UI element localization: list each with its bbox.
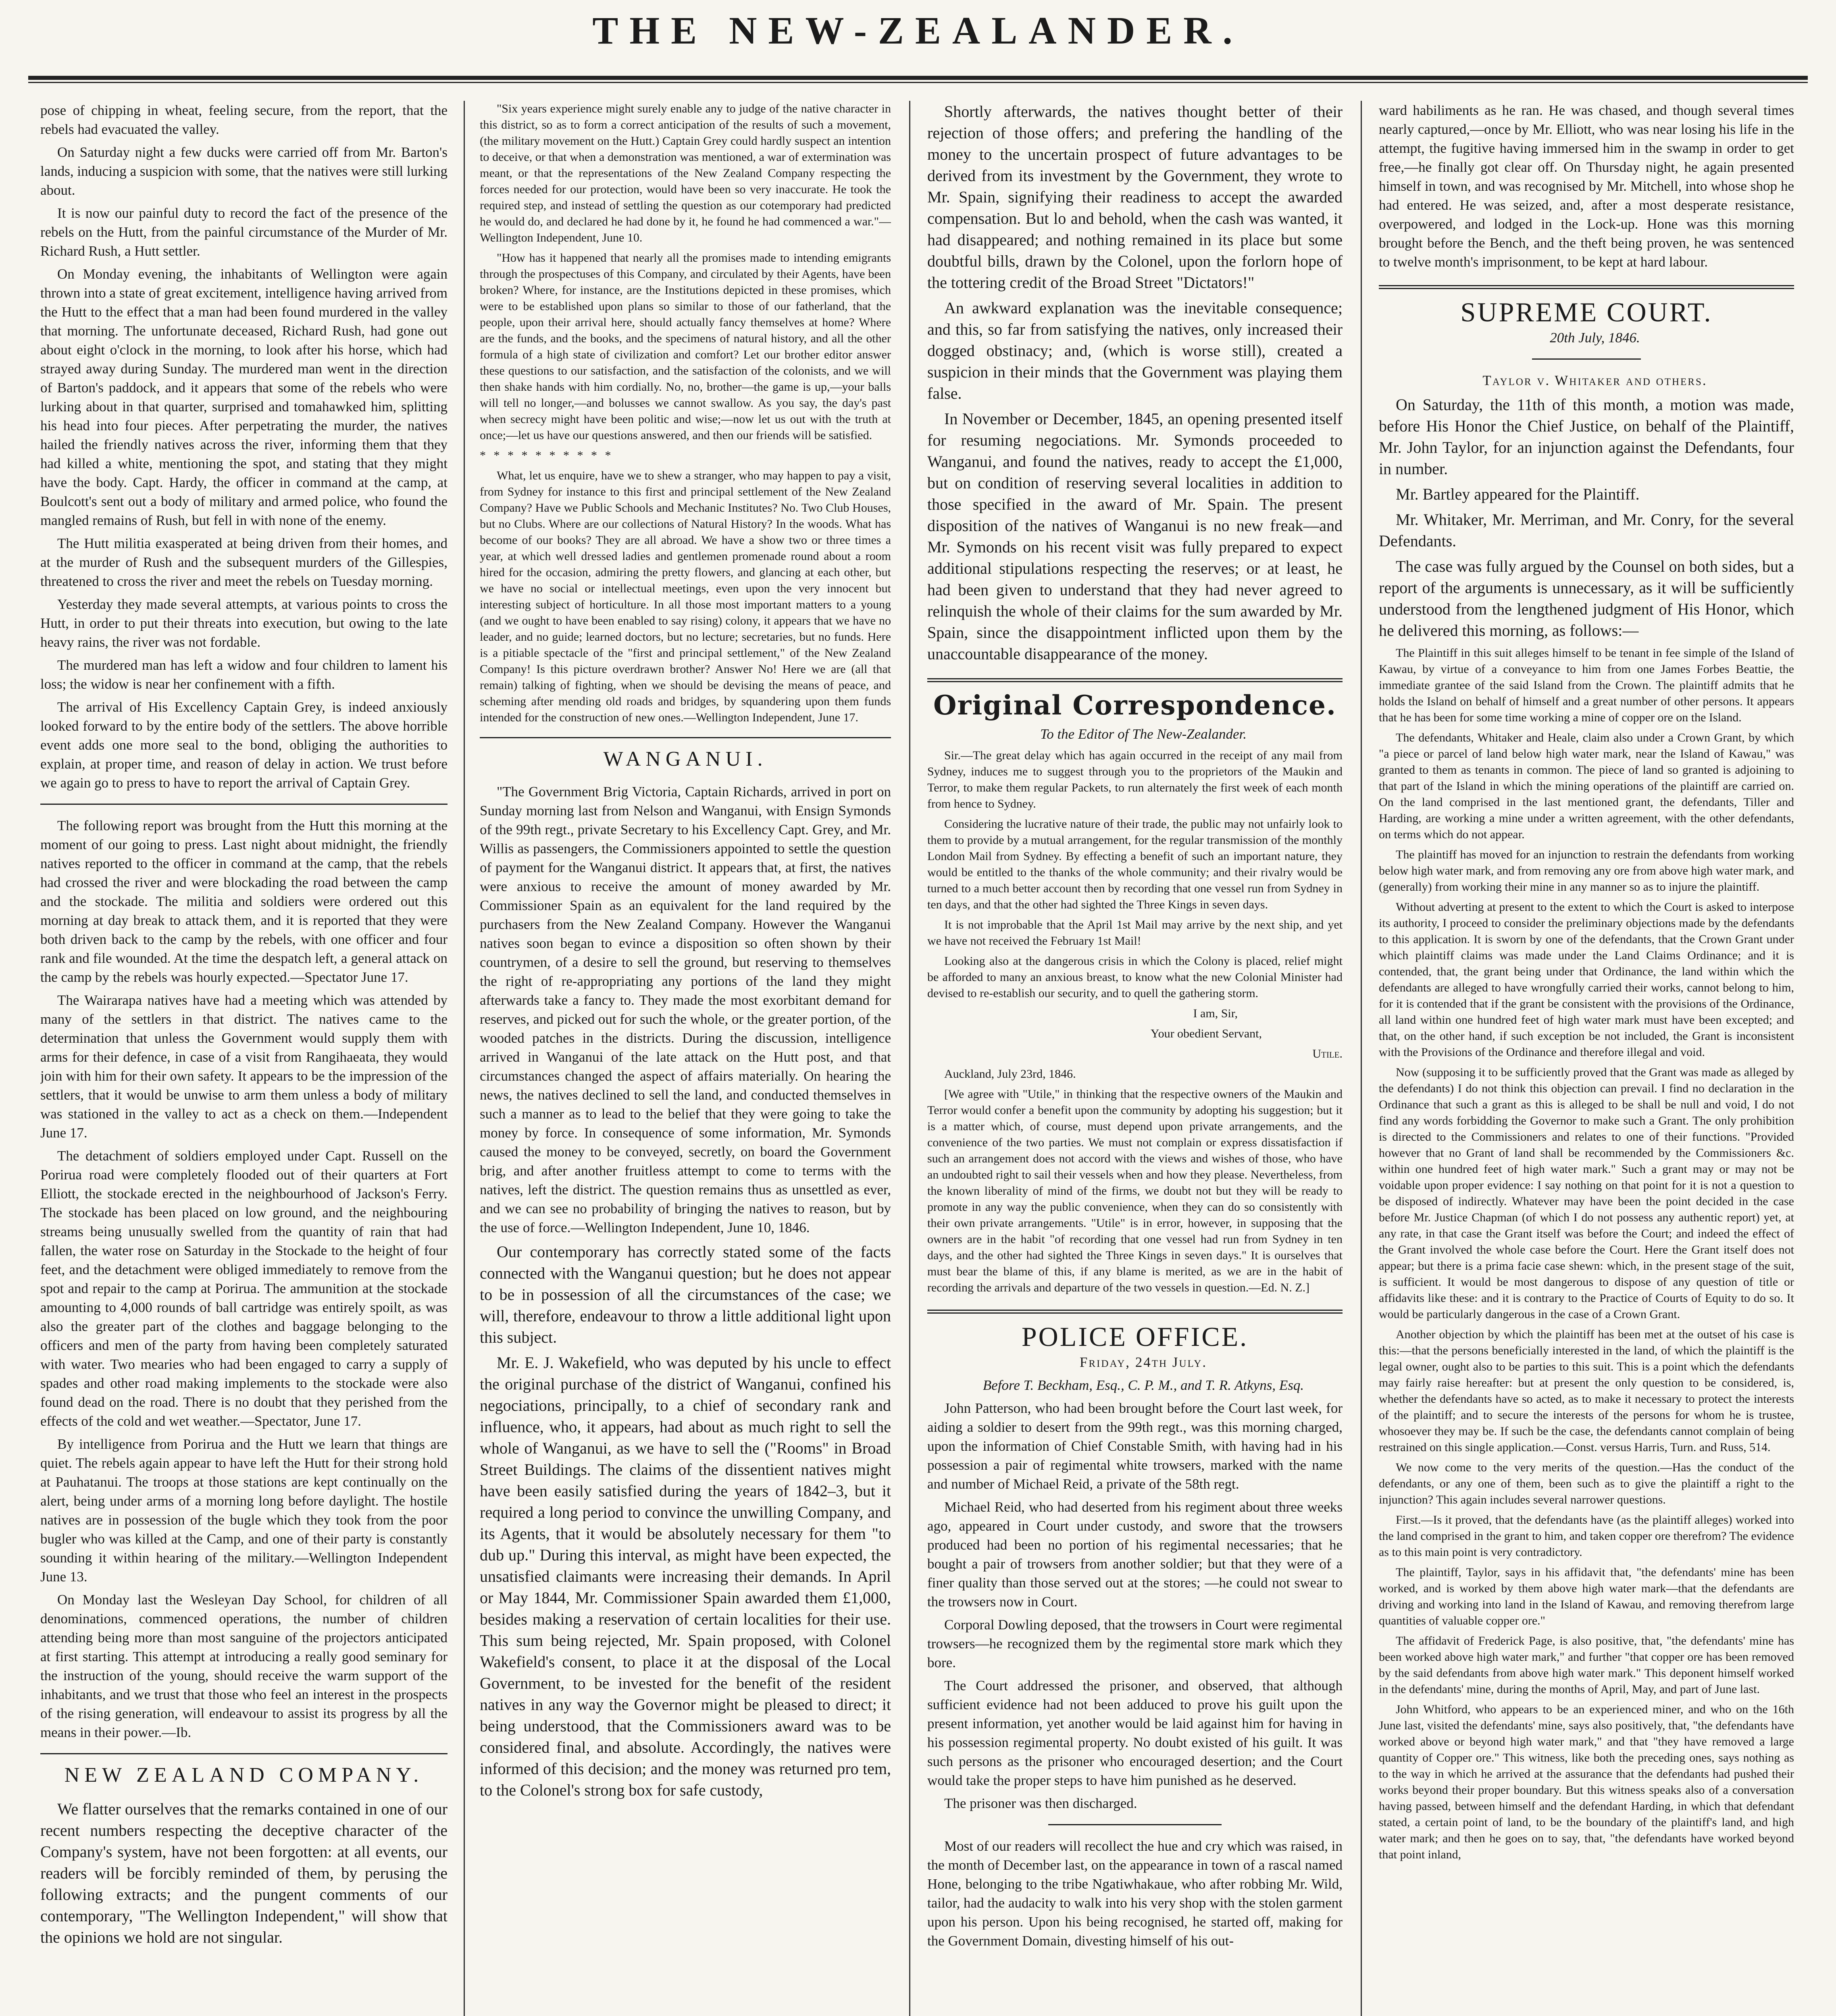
article-paragraph: The prisoner was then discharged. (944, 1795, 1137, 1811)
judgment-paragraph: The Plaintiff in this suit alleges himself to be tenant in fee simple of the Island of Kawau, by virtue of a conveyance to him from one James Forbes Beattie, the immediate grantee of the said Island from the Crown. The plaintiff admits that he holds the Island on behalf of himself and a great number of other persons. It appears that he has been for some time working a mine of copper ore on the Island. (1379, 646, 1794, 724)
article-paragraph: The Hutt militia exasperated at being driven from their homes, and at the murder of Rush and the subsequent murders of the Gillespies, threatened to cross the river and meet the rebels on Tuesday morning. (40, 535, 448, 589)
article-paragraph: It is now our painful duty to record the fact of the presence of the rebels on the Hutt, from the painful circumstance of the Murder of Mr. Richard Rush, a Hutt settler. (40, 205, 448, 259)
article-paragraph: The following report was brought from the Hutt this morning at the moment of our going to press. Last night about midnight, the friendly natives reported to the officer in command at the camp, that the rebels had crossed the river and were blockading the road between the camp and the stockade. The militia and soldiers were ordered out this morning at day break to attack them, and it is reported that they were both driven back to the camp by the rebels, with one officer and four rank and file wounded. At the time the despatch left, a general attack on the camp by the rebels was hourly expected.—Spectator June 17. (40, 818, 448, 985)
section-rule (1048, 1824, 1222, 1825)
article-paragraph: Yesterday they made several attempts, at various points to cross the Hutt, in order to put their threats into execution, but owing to the late heavy rains, the river was not fordable. (40, 596, 448, 650)
article-paragraph: The detachment of soldiers employed under Capt. Russell on the Porirua road were completely flooded out of their quarters at Fort Elliott, the stockade erected in the neighbourhood of Jackson's Ferry. The stockade has been placed on low ground, and the neighbouring streams being unusually swelled from the quantity of rain that had fallen, the water rose on Saturday in the Stockade to the height of four feet, and the detachment were obliged immediately to remove from the spot and repair to the camp at Porirua. The ammunition at the stockade amounting to 4,000 rounds of ball cartridge was entirely spoilt, as was also the greater part of the clothes and baggage belonging to the officers and men of the party from having been completely saturated with water. Two mearies who had been engaged to carry a supply of spades and other road making implements to the stockade were also found dead on the road. There is no doubt that they perished from the effects of the cold and wet weather.—Spectator, June 17. (40, 1148, 448, 1429)
article-paragraph: On Saturday night a few ducks were carried off from Mr. Barton's lands, inducing a suspicion with some, that the natives were still lurking about. (40, 144, 448, 198)
letter-date: Auckland, July 23rd, 1846. (944, 1067, 1076, 1081)
section-heading: NEW ZEALAND COMPANY. (64, 1764, 424, 1787)
judgment-paragraph: The plaintiff has moved for an injunction to restrain the defendants from working below high water mark, and from removing any ore from above high water mark, and (generally) from working their mine in any manner so as to injure the plaintiff. (1379, 848, 1794, 893)
signature-name: Utile. (1312, 1047, 1343, 1060)
article-paragraph: The Court addressed the prisoner, and observed, that although sufficient evidence had not been adduced to prove his guilt upon the present information, yet another would be laid against him for having in his possession regimental property. No doubt existed of his guilt. It was such persons as the prisoner who encouraged desertion; and the Court would take the proper steps to have him punished as he deserved. (927, 1678, 1343, 1788)
judgment-paragraph: First.—Is it proved, that the defendants have (as the plaintiff alleges) worked into the land comprised in the grant to him, and taken copper ore therefrom? The evidence as to this main point is very contradictory. (1379, 1513, 1794, 1559)
article-paragraph: pose of chipping in wheat, feeling secure, from the report, that the rebels had evacuated the valley. (40, 102, 448, 137)
magistrates-line: Before T. Beckham, Esq., C. P. M., and T. R. Atkyns, Esq. (983, 1377, 1304, 1393)
article-paragraph: What, let us enquire, have we to shew a stranger, who may happen to pay a visit, from Sydney for instance to this first and principal settlement of the New Zealand Company? Have we Public Schools and Mechanic Institutes? No. Two Club Houses, but no Clubs. Where are our collections of Natural History? In the woods. What has become of our books? They are all abroad. We have a show two or three times a year, at which well dressed ladies and gentlemen promenade round about a room hired for the occasion, admiring the pretty flowers, and glancing at each other, but we have no social or intellectual meetings, even upon the very innocent but interesting subject of horticulture. In all those most important matters to a young (and we ought to have been enabled to say rising) colony, it appears that we have no leader, and no guide; learned doctors, but no lecture; secretaries, but no funds. Here is a pitiable spectacle of the "first and principal settlement," of the New Zealand Company! Is this picture overdrawn brother? Answer No! Here we are (all that remain) talking of fighting, when we should be devising the means of peace, and scheming after mending old roads and bridges, by squandering upon them funds intended for the construction of new ones.—Wellington Independent, June 17. (480, 469, 891, 724)
signature-line: Your obedient Servant, (1150, 1027, 1262, 1040)
article-paragraph: John Patterson, who had been brought before the Court last week, for aiding a soldier to desert from the 99th regt., was this morning charged, upon the information of Chief Constable Smith, with having had in his possession a pair of regimental white trowsers, marked with the name and number of Michael Reid, a private of the 58th regt. (927, 1400, 1343, 1492)
article-paragraph: The murdered man has left a widow and four children to lament his loss; the widow is near her confinement with a fifth. (40, 657, 448, 692)
section-heading: WANGANUI. (603, 748, 768, 771)
article-paragraph: We flatter ourselves that the remarks contained in one of our recent numbers respecting the deceptive character of the Company's system, have not been forgotten: at all events, our readers will be forcibly reminded of them, by perusing the following extracts; and the pungent comments of our contemporary, "The Wellington Independent," will show that the opinions we hold are not singular. (40, 1800, 448, 1946)
column-3 (927, 101, 1343, 2016)
judgment-paragraph: Without adverting at present to the extent to which the Court is asked to interpose its authority, I proceed to consider the preliminary objections made by the defendants to this application. It is sworn by one of the defendants, that the Crown Grant under which plaintiff claims was made under the Land Claims Ordinance; and it is contended, that, the grant being under that Ordinance, the land within which the defendants are alleged to have wrongfully carried their works, cannot belong to him, for it is contended that if the grant be consistent with the provisions of the Ordinance, all land within one hundred feet of high water mark must have been excepted; and that, on the other hand, if such exception be not included, the Grant is inconsistent with the Provisions of the Ordinance and therefore illegal and void. (1379, 900, 1794, 1059)
article-paragraph: An awkward explanation was the inevitable consequence; and this, so far from satisfying the natives, only increased their dogged obstinacy; and, (which is worse still), created a suspicion in their minds that the Government was playing them false. (927, 299, 1343, 402)
column-4 (1379, 101, 1794, 2016)
column-divider (1361, 101, 1362, 2016)
section-date: Friday, 24th July. (1079, 1354, 1207, 1370)
letter-paragraph: Considering the lucrative nature of their trade, the public may not unfairly look to them to provide by a mutual arrangement, for the regular transmission of the monthly London Mail from Sydney. By effecting a benefit of such an important nature, they would be entitled to the thanks of the whole community; and their rivalry would be turned to a much better account then by recording that one vessel run from Sydney in ten days, and that the other had sighted the Three Kings in seven days. (927, 817, 1343, 911)
article-paragraph: The Wairarapa natives have had a meeting which was attended by many of the settlers in that district. The natives came to the determination that unless the Government would supply them with arms for their defence, in case of a visit from Rangihaeata, they would join with him for their own safety. It appears to be the impression of the settlers, that it would be unwise to arm them unless a body of military was stationed in the valley to act as a check on them.—Independent June 17. (40, 992, 448, 1141)
letter-address: To the Editor of The New-Zealander. (1040, 726, 1247, 742)
section-rule (40, 1753, 448, 1754)
section-heading: Original Correspondence. (933, 689, 1337, 721)
letter-paragraph: It is not improbable that the April 1st Mail may arrive by the next ship, and yet we have not received the February 1st Mail! (927, 918, 1343, 948)
article-paragraph: The arrival of His Excellency Captain Grey, is indeed anxiously looked forward to by the entire body of the settlers. The above horrible event adds one more seal to the bond, obliging the authorities to explain, at proper time, and reason of delay in action. We trust before we again go to press to have to report the arrival of Captain Grey. (40, 699, 448, 791)
masthead (0, 0, 1836, 60)
article-paragraph: Corporal Dowling deposed, that the trowsers in Court were regimental trowsers—he recognized them by the regimental store mark which they bore. (927, 1617, 1343, 1670)
section-rule (1379, 285, 1794, 289)
masthead-rule (28, 76, 1808, 80)
masthead-rule-thin (28, 82, 1808, 83)
article-paragraph: Shortly afterwards, the natives thought better of their rejection of those offers; and prefering the handling of the money to the uncertain prospect of future advantages to be derived from its investment by the Government, they wrote to Mr. Spain, signifying their readiness to accept the awarded compensation. But lo and behold, when the cash was wanted, it had disappeared; and nothing remained in its place but some doubtful bills, drawn by the Colonel, upon the forlorn hope of the tottering credit of the Broad Street "Dictators!" (927, 102, 1343, 292)
section-rule (1532, 358, 1641, 360)
column-divider (909, 101, 910, 2016)
article-paragraph: On Saturday, the 11th of this month, a motion was made, before His Honor the Chief Justice, on behalf of the Plaintiff, Mr. John Taylor, for an injunction against the Defendants, four in number. (1379, 396, 1794, 478)
section-heading: SUPREME COURT. (1460, 297, 1713, 327)
ellipsis-stars: * * * * * * * * * * (480, 449, 614, 462)
section-rule (40, 804, 448, 805)
newspaper-title: THE NEW-ZEALANDER. (592, 8, 1244, 52)
letter-paragraph: Looking also at the dangerous crisis in which the Colony is placed, relief might be afforded to many an anxious breast, to know what the new Colonial Minister had devised to re-establish our security, and to quell the gathering storm. (927, 954, 1343, 1000)
column-divider (464, 101, 465, 2016)
article-paragraph: Our contemporary has correctly stated some of the facts connected with the Wanganui question; but he does not appear to be in possession of all the circumstances of the case; we will, therefore, endeavour to throw a little additional light upon this subject. (480, 1243, 891, 1346)
article-paragraph: On Monday evening, the inhabitants of Wellington were again thrown into a state of great excitement, intelligence having arrived from the Hutt to the effect that a man had been found murdered in the valley that morning. The unfortunate deceased, Richard Rush, had gone out about eight o'clock in the morning, to look after his horse, which had strayed away during Sunday. The murdered man went in the direction of Barton's paddock, and it appears that some of the rebels who were lurking about in that quarter, surprised and tomahawked him, splitting his head into four pieces. After perpetrating the murder, the natives hailed the friendly natives across the river, informing them that they had killed a white, mentioning the spot, and stating that they might have the body. Capt. Hardy, the officer in command at the camp, at Boulcott's sent out a body of military and armed police, who found the mangled remains of Rush, but fell in with none of the enemy. (40, 266, 448, 528)
article-paragraph: Mr. Whitaker, Mr. Merriman, and Mr. Conry, for the several Defendants. (1379, 510, 1794, 550)
column-1 (40, 101, 448, 2016)
section-rule (480, 737, 891, 738)
section-rule (927, 678, 1343, 682)
article-paragraph: In November or December, 1845, an opening presented itself for resuming negociations. Mr. Symonds proceeded to Wanganui, and found the natives, ready to accept the £1,000, but on condition of reserving several localities in addition to those specified in the award of Mr. Spain. The present disposition of the natives of Wanganui is no new freak—and Mr. Symonds on his recent visit was fully prepared to expect additional stipulations respecting the reserves; or at least, he had been given to understand that they had never agreed to relinquish the whole of their claims for the sum awarded by Mr. Spain, since the disappointment inflicted upon them by the unaccountable disappearance of the money. (927, 410, 1343, 663)
editor-note: [We agree with "Utile," in thinking that the respective owners of the Maukin and Terror would confer a benefit upon the community by adopting his suggestion; but it is a matter which, of course, must depend upon private arrangements, and the convenience of the two parties. We must not complain or express dissatisfaction if such an arrangement does not accord with the views and wishes of those, who have an undoubted right to sail their vessels when and how they please. Nevertheless, from the known liberality of mind of the firms, we doubt not but they will be ready to promote in any way the public convenience, when they can do so consistently with their own private arrangements. "Utile" is in error, however, in supposing that the owners are in the habit "of recording that one vessel had run from Sydney in ten days, and the other had sighted the Three Kings in seven days." It is ourselves that must bear the blame of this, if any blame is merited, as we are in the habit of recording the arrivals and departure of the two vessels in question.—Ed. N. Z.] (927, 1087, 1343, 1294)
column-2 (480, 101, 891, 2016)
article-paragraph: ward habiliments as he ran. He was chased, and though several times nearly captured,—once by Mr. Elliott, who was near losing his life in the attempt, the fugitive having immersed him in the swamp in order to get free,—he finally got clear off. On Thursday night, he again presented himself in town, and was recognised by Mr. Mitchell, into whose shop he had entered. He was seized, and, after a most desperate resistance, overpowered, and lodged in the Lock-up. Hone was this morning brought before the Bench, and the theft being proven, he was sentenced to twelve month's imprisonment, to be kept at hard labour. (1379, 102, 1794, 270)
article-paragraph: On Monday last the Wesleyan Day School, for children of all denominations, commenced operations, the number of children attending being more than most sanguine of the projectors anticipated at first starting. This attempt at introducing a really good seminary for the instruction of the young, should receive the warm support of the inhabitants, and we trust that those who feel an interest in the prospects of the rising generation, will endeavour to assist its progress by all the means in their power.—Ib. (40, 1592, 448, 1740)
article-paragraph: "The Government Brig Victoria, Captain Richards, arrived in port on Sunday morning last from Nelson and Wanganui, with Ensign Symonds of the 99th regt., private Secretary to his Excellency Capt. Grey, and Mr. Willis as passengers, the Commissioners appointed to settle the question of payment for the Wanganui district. It appears that, at first, the natives were anxious to receive the amount of money awarded by Mr. Commissioner Spain as an equivalent for the land required by the purchasers from the New Zealand Company. However the Wanganui natives soon began to evince a disposition so often shown by their countrymen, of a desire to sell the ground, but reserving to themselves the right of re-appropriating any portions of the land they might afterwards take a fancy to. They made the most exorbitant demand for reserves, and picked out for such the whole, or the greater portion, of the wooded patches in the districts. During the discussion, intelligence arrived in Wanganui of the late attack on the Hutt post, and that circumstances changed the aspect of affairs materially. On hearing the news, the natives declined to sell the land, and conducted themselves in such a manner as to lead to the belief that they were going to take the money by force. In consequence of some information, Mr. Symonds caused the money to be conveyed, secretly, on board the Government brig, and after another fruitless attempt to come to terms with the natives, left the district. The question remains thus as unsettled as ever, and we can see no probability of bringing the natives to reason, but by the use of force.—Wellington Independent, June 10, 1846. (480, 784, 891, 1235)
signature-line: I am, Sir, (1193, 1007, 1238, 1020)
section-rule (927, 1310, 1343, 1314)
judgment-paragraph: We now come to the very merits of the question.—Has the conduct of the defendants, or any one of them, been such as to give the plaintiff a right to the injunction? This again includes several narrower questions. (1379, 1461, 1794, 1506)
judgment-paragraph: The affidavit of Frederick Page, is also positive, that, "the defendants' mine has been worked above high water mark," and further "that copper ore has been removed by the said defendants from above high water mark." This deponent himself worked in the defendants' mine, during the months of April, May, and part of June last. (1379, 1634, 1794, 1696)
judgment-paragraph: Another objection by which the plaintiff has been met at the outset of his case is this:—that the persons beneficially interested in the land, of which the plaintiff is the legal owner, ought also to be parties to this suit. This is a point which the defendants may fairly raise hereafter: but at present the only question to be considered, is, whether the defendants have so acted, as to make it necessary to protect the interests of the plaintiff; and to secure the interests of the persons for whom he is trustee, whosoever they may be. If such be the case, the defendants cannot complain of being restrained on this single application.—Const. versus Harris, Turn. and Russ, 514. (1379, 1328, 1794, 1454)
letter-paragraph: Sir.—The great delay which has again occurred in the receipt of any mail from Sydney, induces me to suggest through you to the proprietors of the Maukin and Terror, to make them regular Packets, to run alternately the first week of each month from hence to Sydney. (927, 749, 1343, 810)
judgment-paragraph: The defendants, Whitaker and Heale, claim also under a Crown Grant, by which "a piece or parcel of land below high water mark, near the Island of Kawau," was granted to them as tenants in common. The piece of land so granted is adjoining to that part of the Island in which the mining operations of the plaintiff are carried on. On the land comprised in the last mentioned grant, the defendants, Tiller and Harding, are working a mine under a written agreement, with the other defendants, on terms which do not appear. (1379, 731, 1794, 841)
article-paragraph: "Six years experience might surely enable any to judge of the native character in this district, so as to form a correct anticipation of the results of such a movement, (the military movement on the Hutt.) Captain Grey could hardly suspect an intention to deceive, or that when a demonstration was mentioned, a war of extermination was meant, or that the representations of the New Zealand Company respecting the forces needed for our protection, would have been so very inaccurate. He took the required step, and instead of settling the question as our cotemporary had predicted he would do, and declared he had done by it, he found he had commenced a war."—Wellington Independent, June 10. (480, 102, 891, 244)
article-paragraph: Mr. Bartley appeared for the Plaintiff. (1396, 485, 1640, 503)
judgment-paragraph: Now (supposing it to be sufficiently proved that the Grant was made as alleged by the defendants) I do not think this objection can prevail. I find no declaration in the Ordinance that such a grant as this is alleged to be shall be null and void, I do not find any words forbidding the Governor to make such a Grant. The only prohibition is directed to the Commissioners and relates to one of their functions. "Provided however that no Grant of land shall be recommended by the Commissioners &c. within one hundred feet of high water mark." Such a grant may or may not be voidable upon proper evidence: I say nothing on that point for it is not a question to be disposed of indirectly. Whatever may have been the point decided in the case before Mr. Justice Chapman (of which I do not possess any authentic report) yet, at any rate, in that case the Grant itself was before the Court; and indeed the effect of the Grant involved the whole case before the Court. Here the Grant itself does not appear; but there is a prima facie case shewn: which, in the present stage of the suit, is sufficient. It would be most dangerous to dispose of any question of title or affidavits like these: and it is contrary to the Practice of Courts of Equity to do so. It would be particularly dangerous in the case of a Crown Grant. (1379, 1066, 1794, 1321)
section-heading: POLICE OFFICE. (1021, 1321, 1249, 1352)
case-title: Taylor v. Whitaker and others. (1482, 373, 1707, 388)
article-paragraph: By intelligence from Porirua and the Hutt we learn that things are quiet. The rebels again appear to have left the Hutt for their strong hold at Pauhatanui. The troops at those stations are kept continually on the alert, being under arms of a morning long before daylight. The hostile natives are in possession of the bugle which they took from the poor bugler who was killed at the Camp, and one of their party is constantly sounding it within hearing of the military.—Wellington Independent June 13. (40, 1436, 448, 1585)
article-paragraph: Mr. E. J. Wakefield, who was deputed by his uncle to effect the original purchase of the district of Wanganui, confined his negociations, principally, to a chief of secondary rank and influence, who, it appears, had about as much right to sell the whole of Wanganui, as we have to sell the ("Rooms" in Broad Street Buildings. The claims of the dissentient natives might have been easily satisfied during the years of 1842–3, but it required a long period to convince the unwilling Company, and its Agents, that it would be absolutely necessary for them "to dub up." During this interval, as might have been expected, the unsatisfied claimants were increasing their demands. In April or May 1844, Mr. Commissioner Spain awarded them £1,000, besides making a reservation of certain localities for their use. This sum being rejected, Mr. Spain proposed, with Colonel Wakefield's consent, to place it at the disposal of the Local Government, to be invested for the benefit of the resident natives in any way the Governor might be pleased to direct; it being understood, that the Commissioners award was to be considered final, and absolute. Accordingly, the natives were informed of this decision; and the money was returned pro tem, to the Colonel's strong box for safe custody, (480, 1354, 891, 1799)
judgment-paragraph: John Whitford, who appears to be an experienced miner, and who on the 16th June last, visited the defendants' mine, says also positively, that, "the defendants have worked above or beyond high water mark," and that "they have removed a large quantity of Copper ore." This witness, like both the preceding ones, says nothing as to the way in which he arrived at the assurance that the defendants had pushed their works beyond their proper boundary. But this witness speaks also of a conversation having passed, between himself and the defendant Harding, in which that defendant stated, a certain point of land, to be the boundary of the plaintiff's land, and high water mark; and then he goes on to say, that, "the defendants have worked beyond that point inland, (1379, 1703, 1794, 1861)
judgment-paragraph: The plaintiff, Taylor, says in his affidavit that, "the defendants' mine has been worked, and is worked by them above high water mark—that the defendants are driving and working into land in the Island of Kawau, and removing therefrom large quantities of valuable copper ore." (1379, 1566, 1794, 1627)
article-paragraph: Michael Reid, who had deserted from his regiment about three weeks ago, appeared in Court under custody, and swore that the trowsers produced had been no portion of his regimental necessaries; that he bought a pair of trowsers from another soldier; but that they were of a finer quality than those served out at the stores; —he could not swear to the trowsers now in Court. (927, 1499, 1343, 1610)
article-paragraph: Most of our readers will recollect the hue and cry which was raised, in the month of December last, on the appearance in town of a rascal named Hone, belonging to the tribe Ngatiwhakaue, who after robbing Mr. Wild, tailor, had the audacity to walk into his very shop with the stolen garment upon his person. Upon his being recognised, he started off, making for the Government Domain, divesting himself of his out- (927, 1838, 1343, 1949)
section-date: 20th July, 1846. (1550, 330, 1640, 346)
article-paragraph: "How has it happened that nearly all the promises made to intending emigrants through the prospectuses of this Company, and circulated by their Agents, have been broken? Where, for instance, are the Institutions depicted in these promises, which were to be established upon plans so similar to those of our fatherland, that the people, upon their arrival here, should actually fancy themselves at home? Where are the funds, and the books, and the specimens of natural history, and all the other formula of a high state of civilization and comfort? Let our brother editor answer these questions to our satisfaction, and the satisfaction of the colonists, and we will then shake hands with him cordially. No, no, brother—the game is up,—your balls will tell no longer,—and bolusses we cannot swallow. As you say, the day's past when secrecy might have been politic and wise;—now let us out with the truth at once;—let us have our questions answered, and then our friends will be satisfied. (480, 251, 891, 442)
article-paragraph: The case was fully argued by the Counsel on both sides, but a report of the arguments is unnecessary, as it will be sufficiently understood from the lengthened judgment of His Honor, which he delivered this morning, as follows:— (1379, 557, 1794, 639)
